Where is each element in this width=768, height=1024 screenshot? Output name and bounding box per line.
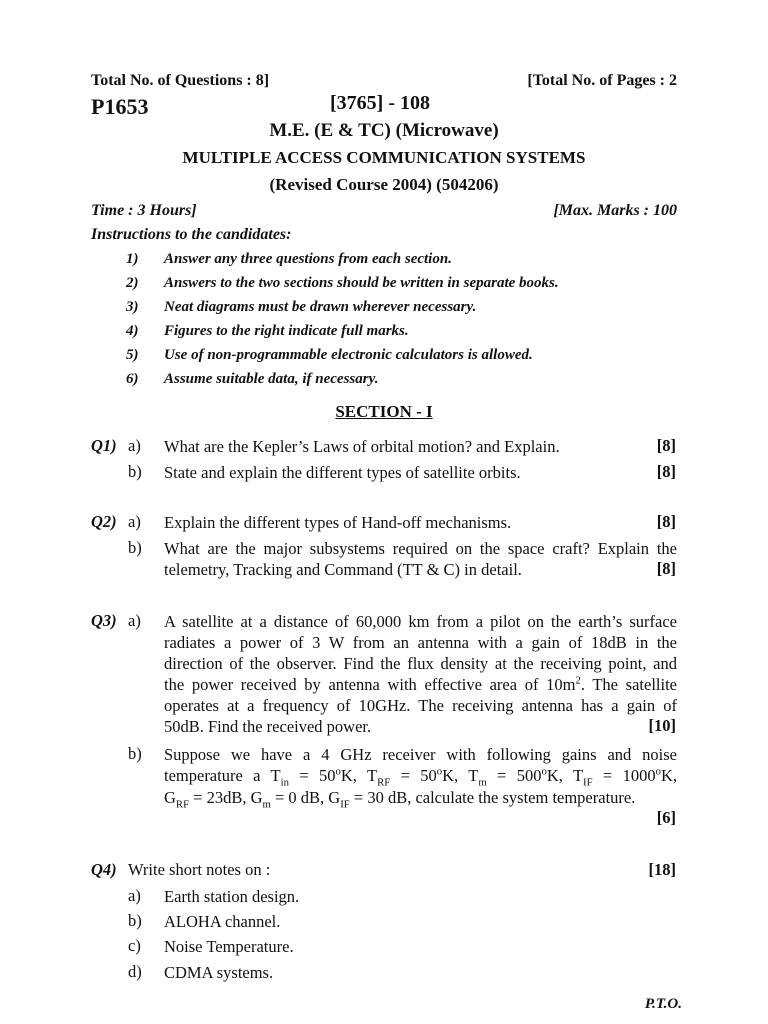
instruction-number: 5) <box>126 347 139 363</box>
time-label: Time : 3 Hours] <box>91 202 197 219</box>
total-questions: Total No. of Questions : 8] <box>91 72 270 89</box>
question-text: Write short notes on : <box>128 860 271 879</box>
instruction-text: Figures to the right indicate full marks. <box>164 323 409 339</box>
question-text: Suppose we have a 4 GHz receiver with following gains and noise <box>164 745 677 764</box>
part-label: a) <box>128 886 141 905</box>
instruction-text: Use of non-programmable electronic calculators is allowed. <box>164 347 533 363</box>
marks: [6] <box>656 808 676 827</box>
part-label: c) <box>128 936 141 955</box>
question-text: What are the major subsystems required on the space craft? Explain the <box>164 539 677 558</box>
question-text: $G_{RF} = 23dB$, $G_m = 0$ dB, $G_{IF} = 30$ dB, calculate the system temperature. <box>164 788 636 811</box>
part-label: d) <box>128 962 142 981</box>
question-number: Q1) <box>91 436 117 455</box>
section-title: SECTION - I <box>335 402 433 421</box>
list-item: ALOHA channel. <box>164 912 281 931</box>
question-number: Q3) <box>91 611 117 630</box>
part-label: b) <box>128 462 142 481</box>
instruction-number: 3) <box>126 299 139 315</box>
instruction-text: Assume suitable data, if necessary. <box>164 371 379 387</box>
marks: [8] <box>656 512 676 531</box>
instruction-text: Answer any three questions from each section. <box>164 251 452 267</box>
question-text: temperature a $T_{in} = 50^oK$, $T_{RF} = 50^oK$, $T_m = 500^oK$, $T_{IF} = 1000^oK$, <box>164 765 678 789</box>
part-label: a) <box>128 436 141 455</box>
instruction-text: Answers to the two sections should be written in separate books. <box>164 275 559 291</box>
exam-code: [3765] - 108 <box>330 92 430 114</box>
marks: [8] <box>656 436 676 455</box>
question-text: 50dB. Find the received power. <box>164 717 372 736</box>
paper-code: P1653 <box>91 94 149 119</box>
part-label: a) <box>128 512 141 531</box>
instructions-heading: Instructions to the candidates: <box>91 226 292 243</box>
instruction-number: 4) <box>126 323 139 339</box>
question-text: Explain the different types of Hand-off mechanisms. <box>164 513 512 532</box>
subject-title: MULTIPLE ACCESS COMMUNICATION SYSTEMS <box>182 148 586 167</box>
marks: [8] <box>656 462 676 481</box>
question-text: telemetry, Tracking and Command (TT & C) in detail. <box>164 560 522 579</box>
question-text: direction of the observer. Find the flux density at the receiving point, and <box>164 654 677 673</box>
list-item: Earth station design. <box>164 887 300 906</box>
part-label: b) <box>128 538 142 557</box>
question-text: operates at a frequency of 10GHz. The receiving antenna has a gain of <box>164 696 677 715</box>
list-item: Noise Temperature. <box>164 937 294 956</box>
question-number: Q2) <box>91 512 117 531</box>
part-label: b) <box>128 744 142 763</box>
max-marks-label: [Max. Marks : 100 <box>553 202 677 219</box>
instruction-number: 1) <box>126 251 139 267</box>
instruction-number: 6) <box>126 371 139 387</box>
marks: [8] <box>656 559 676 578</box>
total-pages: [Total No. of Pages : 2 <box>527 72 677 89</box>
marks: [10] <box>648 716 676 735</box>
question-text: radiates a power of 3 W from an antenna with a gain of 18dB in the <box>164 633 677 652</box>
question-number: Q4) <box>91 860 117 879</box>
course-title: M.E. (E & TC) (Microwave) <box>269 120 499 141</box>
question-text: What are the Kepler’s Laws of orbital motion? and Explain. <box>164 437 560 456</box>
part-label: b) <box>128 911 142 930</box>
instruction-number: 2) <box>126 275 139 291</box>
question-text: State and explain the different types of satellite orbits. <box>164 463 521 482</box>
instruction-text: Neat diagrams must be drawn wherever necessary. <box>164 299 477 315</box>
marks: [18] <box>648 860 676 879</box>
part-label: a) <box>128 611 141 630</box>
pto-label: P.T.O. <box>644 996 682 1012</box>
list-item: CDMA systems. <box>164 963 274 982</box>
course-revision: (Revised Course 2004) (504206) <box>269 175 499 194</box>
question-text: A satellite at a distance of 60,000 km from a pilot on the earth’s surface <box>164 612 677 631</box>
question-text: the power received by antenna with effective area of $10m^2$. The satellite <box>164 674 677 694</box>
